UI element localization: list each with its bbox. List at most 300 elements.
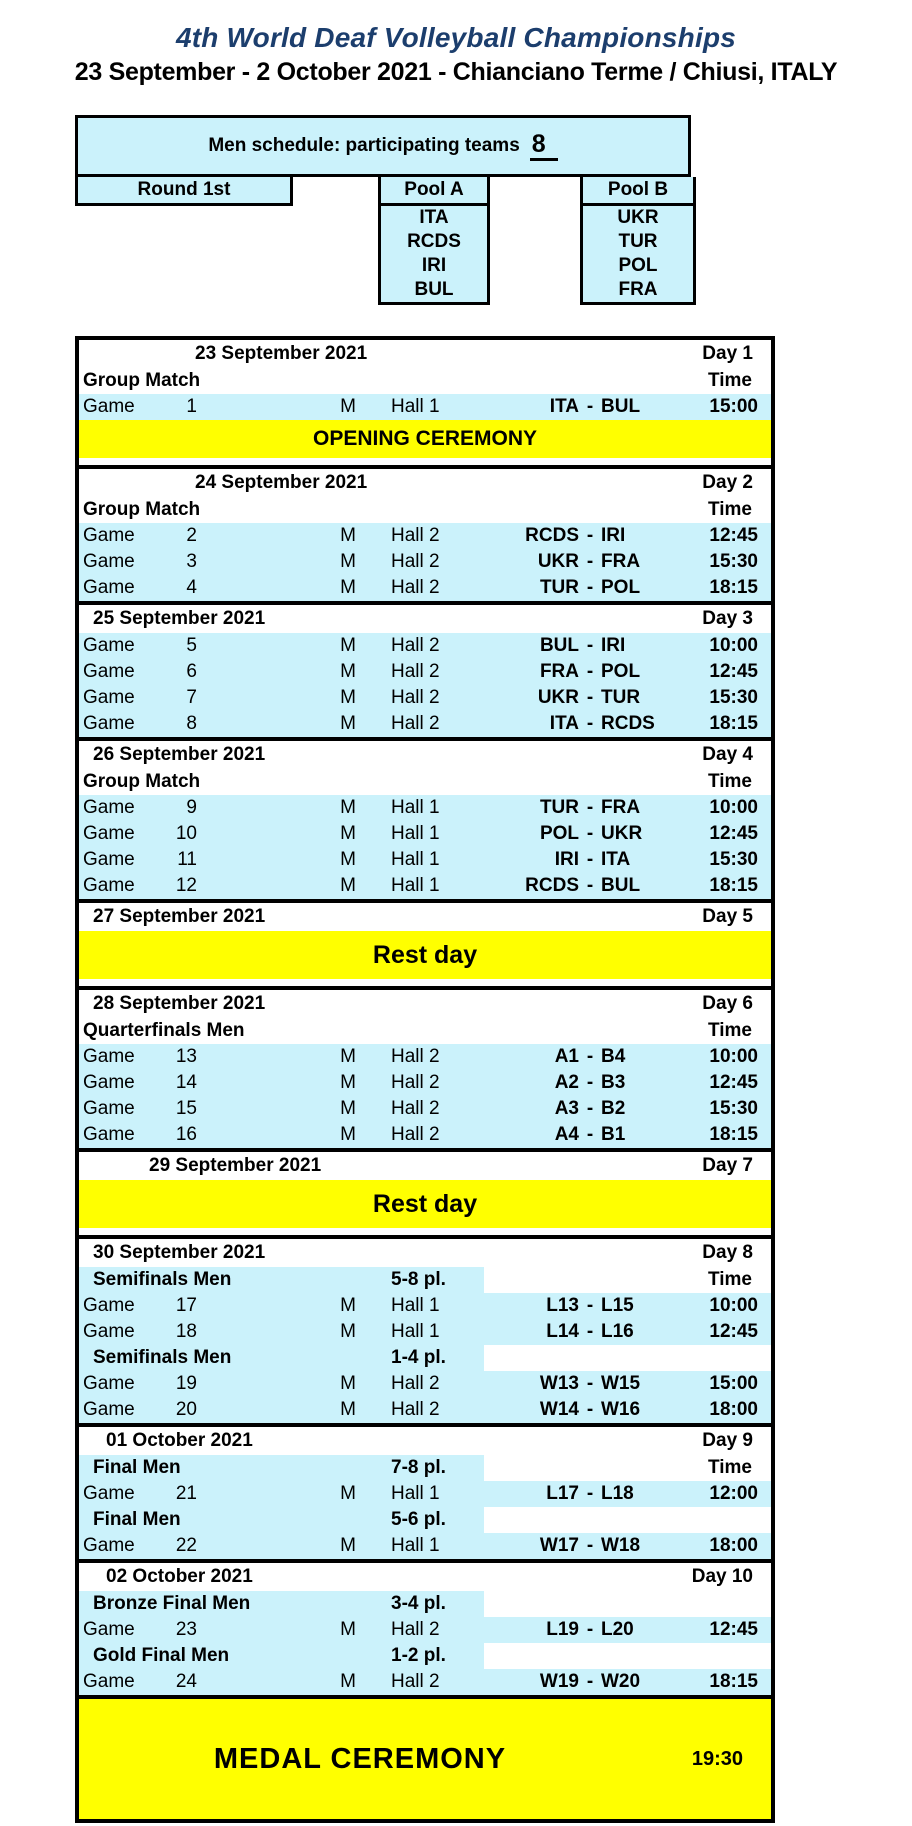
pool-a-header (378, 177, 490, 206)
hall-cell: Hall 1 (391, 875, 440, 896)
date-cell: 23 September 2021 (195, 343, 368, 364)
date-cell: 25 September 2021 (93, 608, 266, 629)
vs-hyphen: - (586, 1671, 594, 1692)
away-team: L16 (601, 1321, 634, 1342)
pool-team: BUL (414, 279, 454, 300)
hall-cell: Hall 2 (391, 1046, 440, 1067)
date-row (79, 1152, 771, 1180)
round-1st-box (75, 177, 293, 206)
gender-cell: M (340, 1321, 356, 1342)
game-label: Game (83, 1483, 135, 1504)
game-label: Game (83, 875, 135, 896)
game-number: 12 (175, 875, 197, 896)
game-label: Game (83, 1321, 135, 1342)
stage-row (79, 1591, 771, 1617)
gender-cell: M (340, 1295, 356, 1316)
place-label: 1-4 pl. (391, 1347, 446, 1368)
game-row (79, 1397, 771, 1423)
gender-cell: M (340, 1098, 356, 1119)
day-cell: Day 1 (702, 343, 753, 364)
vs-hyphen: - (586, 661, 594, 682)
home-team: W17 (539, 1535, 579, 1556)
hall-cell: Hall 2 (391, 1124, 440, 1145)
ceremony-banner: OPENING CEREMONY (79, 420, 771, 458)
place-label: 1-2 pl. (391, 1645, 446, 1666)
ceremony-banner: Rest day (79, 931, 771, 979)
game-label: Game (83, 551, 135, 572)
time-header: Time (707, 771, 752, 792)
game-label: Game (83, 823, 135, 844)
page-title: 4th World Deaf Volleyball Championships (175, 22, 737, 53)
date-cell: 29 September 2021 (149, 1155, 322, 1176)
stage-label: Semifinals Men (93, 1269, 232, 1290)
gender-cell: M (340, 635, 356, 656)
gender-cell: M (340, 1373, 356, 1394)
away-team: IRI (601, 635, 626, 656)
game-label: Game (83, 1124, 135, 1145)
gender-cell: M (340, 713, 356, 734)
game-row (79, 1044, 771, 1070)
match-time: 15:30 (709, 849, 758, 870)
hall-cell: Hall 2 (391, 1671, 440, 1692)
vs-hyphen: - (586, 687, 594, 708)
date-row (79, 605, 771, 633)
game-row (79, 1319, 771, 1345)
game-number: 9 (186, 797, 197, 818)
pool-team: POL (618, 255, 658, 276)
stage-label: Final Men (93, 1509, 181, 1530)
pool-a-label: Pool A (404, 179, 464, 200)
match-time: 10:00 (709, 1046, 758, 1067)
away-team: TUR (601, 687, 641, 708)
home-team: A2 (554, 1072, 579, 1093)
vs-hyphen: - (586, 1072, 594, 1093)
match-time: 18:15 (709, 577, 758, 598)
medal-ceremony-label: MEDAL CEREMONY (213, 1742, 507, 1775)
home-team: A1 (554, 1046, 579, 1067)
gender-cell: M (340, 1535, 356, 1556)
gender-cell: M (340, 1399, 356, 1420)
subheader-row (79, 769, 771, 795)
vs-hyphen: - (586, 1373, 594, 1394)
date-row (79, 1239, 771, 1267)
away-team: L18 (601, 1483, 634, 1504)
day-cell: Day 8 (702, 1242, 753, 1263)
pool-team: ITA (419, 207, 449, 228)
gender-cell: M (340, 823, 356, 844)
home-team: L19 (546, 1619, 579, 1640)
game-row (79, 1293, 771, 1319)
time-header: Time (707, 1457, 752, 1478)
subheader-row (79, 1018, 771, 1044)
teams-count: 8 (530, 132, 558, 161)
home-team: RCDS (525, 875, 579, 896)
match-time: 18:15 (709, 1671, 758, 1692)
away-team: W15 (601, 1373, 641, 1394)
game-row (79, 821, 771, 847)
vs-hyphen: - (586, 1619, 594, 1640)
home-team: L13 (546, 1295, 579, 1316)
game-number: 14 (175, 1072, 197, 1093)
home-team: RCDS (525, 525, 579, 546)
game-number: 6 (186, 661, 197, 682)
game-row (79, 1481, 771, 1507)
hall-cell: Hall 1 (391, 1321, 440, 1342)
vs-hyphen: - (586, 1098, 594, 1119)
date-row (79, 903, 771, 931)
match-time: 18:15 (709, 713, 758, 734)
game-number: 13 (175, 1046, 197, 1067)
gender-cell: M (340, 1046, 356, 1067)
stage-label: Bronze Final Men (93, 1593, 251, 1614)
gender-cell: M (340, 525, 356, 546)
stage-label: Semifinals Men (93, 1347, 232, 1368)
gender-cell: M (340, 1619, 356, 1640)
pool-a-teams (378, 206, 490, 305)
game-row (79, 633, 771, 659)
match-time: 15:30 (709, 1098, 758, 1119)
place-label: 7-8 pl. (391, 1457, 446, 1478)
day-block (75, 1427, 775, 1563)
home-team: UKR (537, 551, 579, 572)
vs-hyphen: - (586, 1483, 594, 1504)
vs-hyphen: - (586, 849, 594, 870)
game-label: Game (83, 661, 135, 682)
date-row (79, 340, 771, 368)
away-team: UKR (601, 823, 643, 844)
home-team: IRI (554, 849, 579, 870)
home-team: A4 (554, 1124, 579, 1145)
day-block (75, 1239, 775, 1427)
ceremony-banner: Rest day (79, 1180, 771, 1228)
game-number: 19 (175, 1373, 197, 1394)
vs-hyphen: - (586, 823, 594, 844)
pool-team: TUR (618, 231, 658, 252)
gender-cell: M (340, 687, 356, 708)
stage-label: Gold Final Men (93, 1645, 230, 1666)
group-label: Quarterfinals Men (83, 1020, 245, 1041)
stage-row (79, 1267, 771, 1293)
home-team: UKR (537, 687, 579, 708)
game-row (79, 873, 771, 899)
time-header: Time (707, 370, 752, 391)
day-block (75, 741, 775, 903)
hall-cell: Hall 2 (391, 577, 440, 598)
round-1st-label: Round 1st (137, 179, 231, 200)
place-label: 3-4 pl. (391, 1593, 446, 1614)
vs-hyphen: - (586, 1321, 594, 1342)
date-row (79, 990, 771, 1018)
game-number: 1 (186, 396, 197, 417)
match-time: 12:45 (709, 1072, 758, 1093)
hall-cell: Hall 2 (391, 687, 440, 708)
gender-cell: M (340, 797, 356, 818)
match-time: 10:00 (709, 635, 758, 656)
game-number: 23 (175, 1619, 197, 1640)
group-label: Group Match (83, 370, 201, 391)
hall-cell: Hall 1 (391, 823, 440, 844)
game-number: 20 (175, 1399, 197, 1420)
gender-cell: M (340, 1483, 356, 1504)
game-label: Game (83, 577, 135, 598)
time-header: Time (707, 1269, 752, 1290)
game-row (79, 1371, 771, 1397)
gender-cell: M (340, 1124, 356, 1145)
gender-cell: M (340, 1671, 356, 1692)
date-row (79, 1427, 771, 1455)
hall-cell: Hall 1 (391, 396, 440, 417)
hall-cell: Hall 2 (391, 1098, 440, 1119)
men-schedule-label: Men schedule: participating teams (208, 135, 520, 156)
match-time: 15:00 (709, 1373, 758, 1394)
match-time: 12:45 (709, 823, 758, 844)
hall-cell: Hall 2 (391, 1072, 440, 1093)
game-row (79, 711, 771, 737)
game-label: Game (83, 1295, 135, 1316)
pool-b-label: Pool B (607, 179, 669, 200)
stage-row (79, 1345, 771, 1371)
date-row (79, 741, 771, 769)
match-time: 15:30 (709, 687, 758, 708)
away-team: L15 (601, 1295, 634, 1316)
home-team: L17 (546, 1483, 579, 1504)
group-label: Group Match (83, 771, 201, 792)
match-time: 10:00 (709, 1295, 758, 1316)
day-cell: Day 7 (702, 1155, 753, 1176)
day-block (75, 336, 775, 469)
match-time: 12:45 (709, 661, 758, 682)
game-number: 2 (186, 525, 197, 546)
subheader-row (79, 368, 771, 394)
hall-cell: Hall 2 (391, 525, 440, 546)
game-row (79, 394, 771, 420)
day-cell: Day 4 (702, 744, 753, 765)
game-label: Game (83, 1619, 135, 1640)
match-time: 18:15 (709, 1124, 758, 1145)
day-block (75, 605, 775, 741)
game-row (79, 575, 771, 601)
date-row (79, 1563, 771, 1591)
vs-hyphen: - (586, 713, 594, 734)
away-team: POL (601, 661, 641, 682)
vs-hyphen: - (586, 1399, 594, 1420)
game-label: Game (83, 687, 135, 708)
vs-hyphen: - (586, 875, 594, 896)
game-number: 22 (175, 1535, 197, 1556)
game-number: 24 (175, 1671, 197, 1692)
match-time: 12:45 (709, 1321, 758, 1342)
game-label: Game (83, 525, 135, 546)
date-cell: 30 September 2021 (93, 1242, 266, 1263)
game-number: 18 (175, 1321, 197, 1342)
game-row (79, 549, 771, 575)
stage-label: Final Men (93, 1457, 181, 1478)
vs-hyphen: - (586, 797, 594, 818)
game-label: Game (83, 1072, 135, 1093)
hall-cell: Hall 1 (391, 1535, 440, 1556)
match-time: 18:15 (709, 875, 758, 896)
hall-cell: Hall 2 (391, 635, 440, 656)
game-number: 8 (186, 713, 197, 734)
home-team: W19 (539, 1671, 579, 1692)
game-number: 10 (175, 823, 197, 844)
away-team: W20 (601, 1671, 641, 1692)
away-team: BUL (601, 875, 641, 896)
game-number: 5 (186, 635, 197, 656)
away-team: IRI (601, 525, 626, 546)
medal-ceremony-block (75, 1699, 775, 1823)
match-time: 12:45 (709, 1619, 758, 1640)
game-row (79, 1617, 771, 1643)
gender-cell: M (340, 849, 356, 870)
match-time: 12:00 (709, 1483, 758, 1504)
day-cell: Day 6 (702, 993, 753, 1014)
date-cell: 26 September 2021 (93, 744, 266, 765)
game-number: 3 (186, 551, 197, 572)
game-row (79, 523, 771, 549)
date-cell: 24 September 2021 (195, 472, 368, 493)
subheader-row (79, 497, 771, 523)
pool-b-teams (580, 206, 696, 305)
home-team: L14 (546, 1321, 579, 1342)
game-number: 11 (177, 849, 197, 870)
hall-cell: Hall 1 (391, 1295, 440, 1316)
vs-hyphen: - (586, 1535, 594, 1556)
date-cell: 01 October 2021 (106, 1430, 253, 1451)
day-block (75, 469, 775, 605)
game-label: Game (83, 1046, 135, 1067)
time-header: Time (707, 1020, 752, 1041)
place-label: 5-8 pl. (391, 1269, 446, 1290)
vs-hyphen: - (586, 635, 594, 656)
away-team: B1 (601, 1124, 626, 1145)
hall-cell: Hall 2 (391, 1399, 440, 1420)
game-number: 16 (175, 1124, 197, 1145)
match-time: 12:45 (709, 525, 758, 546)
home-team: W14 (539, 1399, 579, 1420)
away-team: B4 (601, 1046, 626, 1067)
day-cell: Day 5 (702, 906, 753, 927)
hall-cell: Hall 2 (391, 713, 440, 734)
gender-cell: M (340, 661, 356, 682)
away-team: RCDS (601, 713, 655, 734)
home-team: ITA (549, 396, 579, 417)
home-team: BUL (539, 635, 579, 656)
day-cell: Day 9 (702, 1430, 753, 1451)
page-subtitle: 23 September - 2 October 2021 - Chianciano Terme / Chiusi, ITALY (74, 58, 838, 86)
home-team: A3 (554, 1098, 579, 1119)
home-team: FRA (539, 661, 579, 682)
hall-cell: Hall 2 (391, 551, 440, 572)
game-row (79, 1122, 771, 1148)
home-team: TUR (539, 577, 579, 598)
hall-cell: Hall 1 (391, 1483, 440, 1504)
game-label: Game (83, 1535, 135, 1556)
game-label: Game (83, 797, 135, 818)
away-team: W16 (601, 1399, 641, 1420)
stage-row (79, 1643, 771, 1669)
away-team: FRA (601, 551, 641, 572)
match-time: 15:00 (709, 396, 758, 417)
gender-cell: M (340, 1072, 356, 1093)
match-time: 10:00 (709, 797, 758, 818)
game-label: Game (83, 1373, 135, 1394)
game-number: 17 (175, 1295, 197, 1316)
home-team: ITA (549, 713, 579, 734)
hall-cell: Hall 2 (391, 661, 440, 682)
game-label: Game (83, 1098, 135, 1119)
away-team: L20 (601, 1619, 634, 1640)
hall-cell: Hall 2 (391, 1619, 440, 1640)
game-row (79, 659, 771, 685)
pool-team: UKR (617, 207, 659, 228)
game-label: Game (83, 713, 135, 734)
date-cell: 27 September 2021 (93, 906, 266, 927)
game-number: 21 (175, 1483, 197, 1504)
day-cell: Day 2 (702, 472, 753, 493)
vs-hyphen: - (586, 551, 594, 572)
day-block (75, 990, 775, 1152)
gender-cell: M (340, 551, 356, 572)
game-number: 15 (175, 1098, 197, 1119)
men-schedule-box (75, 115, 691, 177)
day-block (75, 1152, 775, 1239)
vs-hyphen: - (586, 525, 594, 546)
day-cell: Day 3 (702, 608, 753, 629)
game-number: 7 (186, 687, 197, 708)
pools-area (75, 177, 775, 308)
away-team: ITA (601, 849, 631, 870)
day-block (75, 903, 775, 990)
day-block (75, 1563, 775, 1699)
date-row (79, 469, 771, 497)
game-row (79, 847, 771, 873)
game-label: Game (83, 1671, 135, 1692)
game-label: Game (83, 635, 135, 656)
gender-cell: M (340, 875, 356, 896)
content (75, 115, 775, 1823)
schedule (75, 336, 775, 1823)
date-cell: 28 September 2021 (93, 993, 266, 1014)
hall-cell: Hall 1 (391, 849, 440, 870)
away-team: B2 (601, 1098, 626, 1119)
match-time: 18:00 (709, 1399, 758, 1420)
away-team: FRA (601, 797, 641, 818)
away-team: POL (601, 577, 641, 598)
place-label: 5-6 pl. (391, 1509, 446, 1530)
vs-hyphen: - (586, 1295, 594, 1316)
medal-time: 19:30 (691, 1747, 743, 1770)
game-label: Game (83, 396, 135, 417)
game-row (79, 685, 771, 711)
home-team: TUR (539, 797, 579, 818)
day-cell: Day 10 (691, 1566, 753, 1587)
away-team: W18 (601, 1535, 641, 1556)
match-time: 18:00 (709, 1535, 758, 1556)
stage-row (79, 1455, 771, 1481)
hall-cell: Hall 2 (391, 1373, 440, 1394)
vs-hyphen: - (586, 577, 594, 598)
home-team: W13 (539, 1373, 579, 1394)
game-label: Game (83, 849, 135, 870)
hall-cell: Hall 1 (391, 797, 440, 818)
stage-row (79, 1507, 771, 1533)
away-team: BUL (601, 396, 641, 417)
group-label: Group Match (83, 499, 201, 520)
date-cell: 02 October 2021 (106, 1566, 253, 1587)
game-number: 4 (186, 577, 197, 598)
game-row (79, 795, 771, 821)
